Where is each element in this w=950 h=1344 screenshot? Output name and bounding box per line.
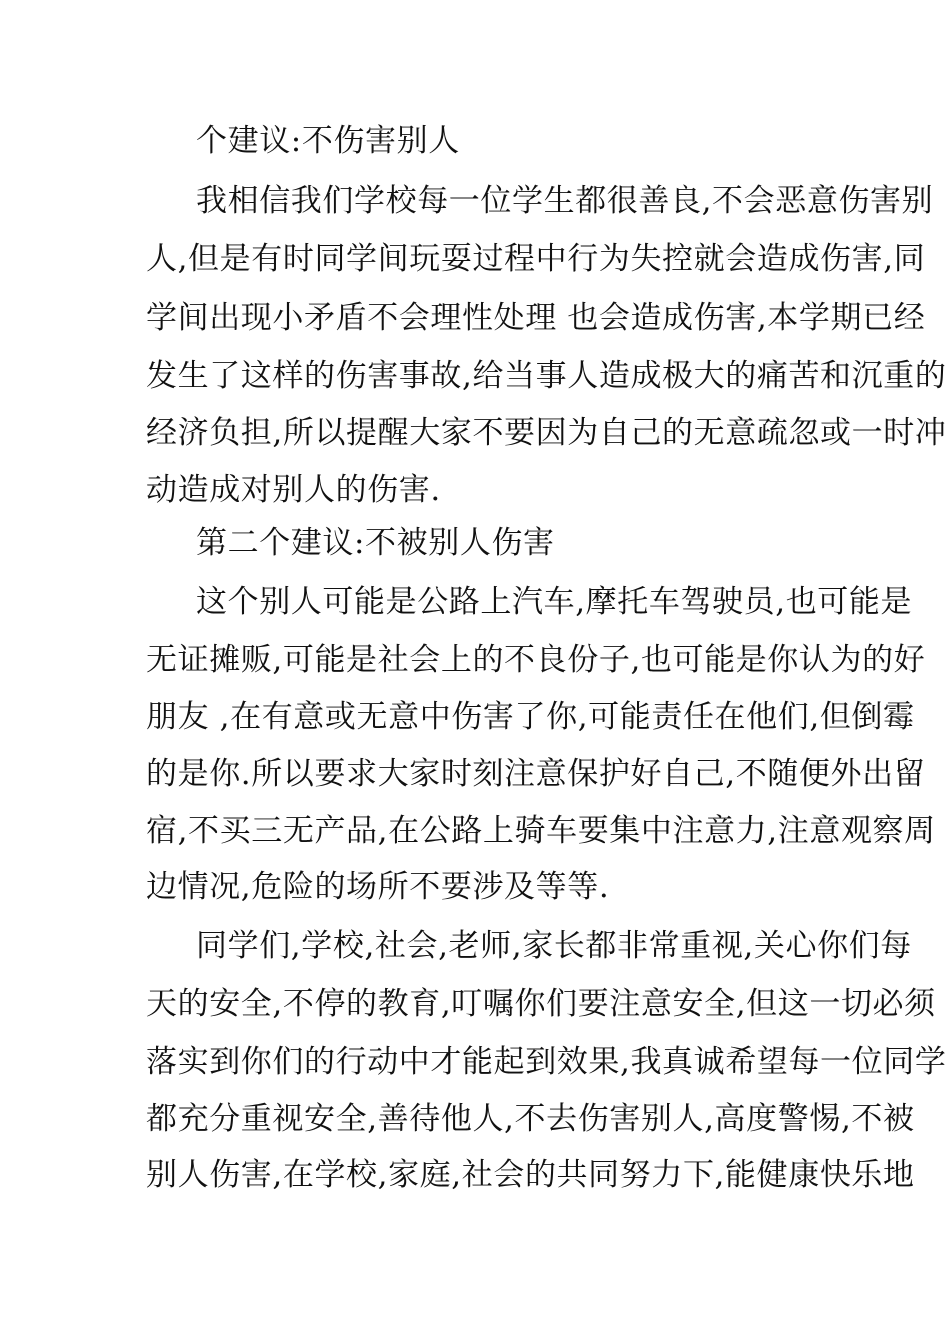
paragraph-line: 发生了这样的伤害事故,给当事人造成极大的痛苦和沉重的 [146, 358, 947, 394]
paragraph-line: 动造成对别人的伤害. [146, 472, 441, 508]
paragraph-line: 别人伤害,在学校,家庭,社会的共同努力下,能健康快乐地 [146, 1157, 915, 1193]
paragraph-line: 都充分重视安全,善待他人,不去伤害别人,高度警惕,不被 [146, 1101, 915, 1137]
paragraph-line: 宿,不买三无产品,在公路上骑车要集中注意力,注意观察周 [146, 813, 936, 849]
paragraph-line: 经济负担,所以提醒大家不要因为自己的无意疏忽或一时冲 [146, 415, 947, 451]
paragraph-line: 无证摊贩,可能是社会上的不良份子,也可能是你认为的好 [146, 642, 926, 678]
section1-heading: 个建议:不伤害别人 [196, 123, 460, 159]
paragraph-line: 我相信我们学校每一位学生都很善良,不会恶意伤害别 [196, 183, 934, 219]
section2-heading: 第二个建议:不被别人伤害 [196, 525, 555, 561]
paragraph-line: 落实到你们的行动中才能起到效果,我真诚希望每一位同学 [146, 1044, 947, 1080]
paragraph-line: 朋友 ,在有意或无意中伤害了你,可能责任在他们,但倒霉 [146, 699, 915, 735]
paragraph-line: 人,但是有时同学间玩耍过程中行为失控就会造成伤害,同 [146, 241, 926, 277]
paragraph-line: 这个别人可能是公路上汽车,摩托车驾驶员,也可能是 [196, 584, 913, 620]
paragraph-line: 边情况,危险的场所不要涉及等等. [146, 869, 610, 905]
paragraph-line: 学间出现小矛盾不会理性处理 也会造成伤害,本学期已经 [146, 300, 926, 336]
paragraph-line: 天的安全,不停的教育,叮嘱你们要注意安全,但这一切必须 [146, 986, 936, 1022]
paragraph-line: 同学们,学校,社会,老师,家长都非常重视,关心你们每 [196, 928, 912, 964]
paragraph-line: 的是你.所以要求大家时刻注意保护好自己,不随便外出留 [146, 756, 926, 792]
